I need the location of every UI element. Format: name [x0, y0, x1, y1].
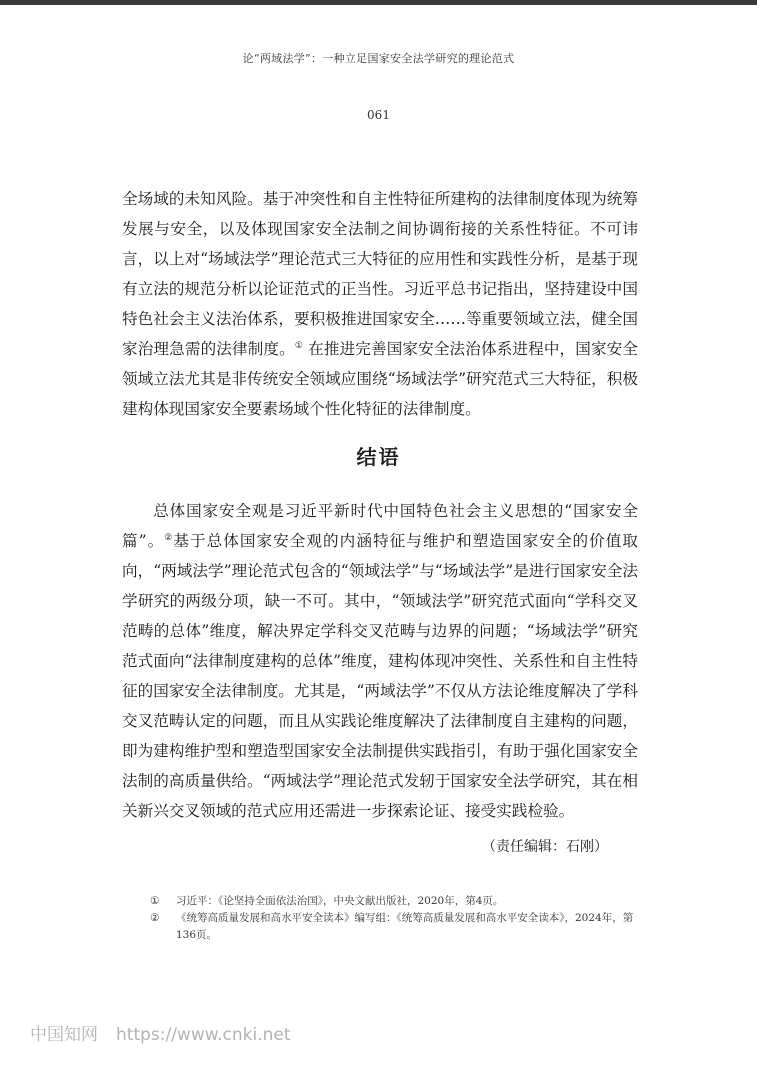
footnote-ref-2[interactable]: ②	[164, 532, 174, 543]
section-title-conclusion: 结语	[356, 445, 401, 469]
footnote-text: 习近平：《论坚持全面依法治国》，中央文献出版社，2020年，第4页。	[176, 895, 504, 907]
body-paragraph-1	[122, 184, 638, 424]
footnote-1	[150, 893, 640, 910]
page-number: 061	[367, 108, 390, 122]
footnote-mark: ②	[150, 912, 160, 924]
paragraph-text-continued: 基于总体国家安全观的内涵特征与维护和塑造国家安全的价值取向，“两域法学”理论范式包含的“领域法学”与“场域法学”是进行国家安全法学研究的两级分项，缺一不可。其中，“领域法学”研究范式面向“学科交叉范畴的总体”维度，解决界定学科交叉范畴与边界的问题；“场域法学”研究范式面向“法律制度建构的总体”维度，建构体现冲突性、关系性和自主性特征的国家安全法律制度。尤其是，“两域法学”不仅从方法论维度解决了学科交叉范畴认定的问题，而且从实践论维度解决了法律制度自主建构的问题，即为建构维护型和塑造型国家安全法制提供实践指引，有助于强化国家安全法制的高质量供给。“两域法学”理论范式发轫于国家安全法学研究，其在相关新兴交叉领域的范式应用还需进一步探索论证、接受实践检验。	[122, 532, 638, 820]
responsible-editor: （责任编辑：石刚）	[482, 839, 608, 855]
footnote-text: 《统筹高质量发展和高水平安全读本》编写组：《统筹高质量发展和高水平安全读本》，2024年，第136页。	[176, 912, 634, 941]
footnote-mark: ①	[150, 895, 160, 907]
cnki-watermark	[30, 1020, 290, 1045]
running-header: 论“两域法学”：一种立足国家安全法学研究的理论范式	[242, 52, 515, 65]
watermark-brand: 中国知网	[30, 1025, 98, 1045]
paragraph-text: 总体国家安全观是习近平新时代中国特色社会主义思想的“国家安全篇”。	[122, 502, 638, 550]
paragraph-text: 全场域的未知风险。基于冲突性和自主性特征所建构的法律制度体现为统筹发展与安全，以及体现国家安全法制之间协调衔接的关系性特征。不可讳言，以上对“场域法学”理论范式三大特征的应用性和实践性分析，是基于现有立法的规范分析以论证范式的正当性。习近平总书记指出，坚持建设中国特色社会主义法治体系，要积极推进国家安全……等重要领域立法，健全国家治理急需的法律制度。	[122, 190, 638, 358]
body-paragraph-2	[122, 496, 638, 826]
footnotes	[150, 893, 640, 944]
paragraph-text-continued: 在推进完善国家安全法治体系进程中，国家安全领域立法尤其是非传统安全领域应围绕“场域法学”研究范式三大特征，积极建构体现国家安全要素场域个性化特征的法律制度。	[122, 340, 638, 418]
footnote-2	[150, 910, 640, 944]
footnote-ref-1[interactable]: ①	[294, 340, 304, 351]
watermark-url: https://www.cnki.net	[116, 1025, 291, 1045]
top-border-rule	[0, 0, 757, 5]
